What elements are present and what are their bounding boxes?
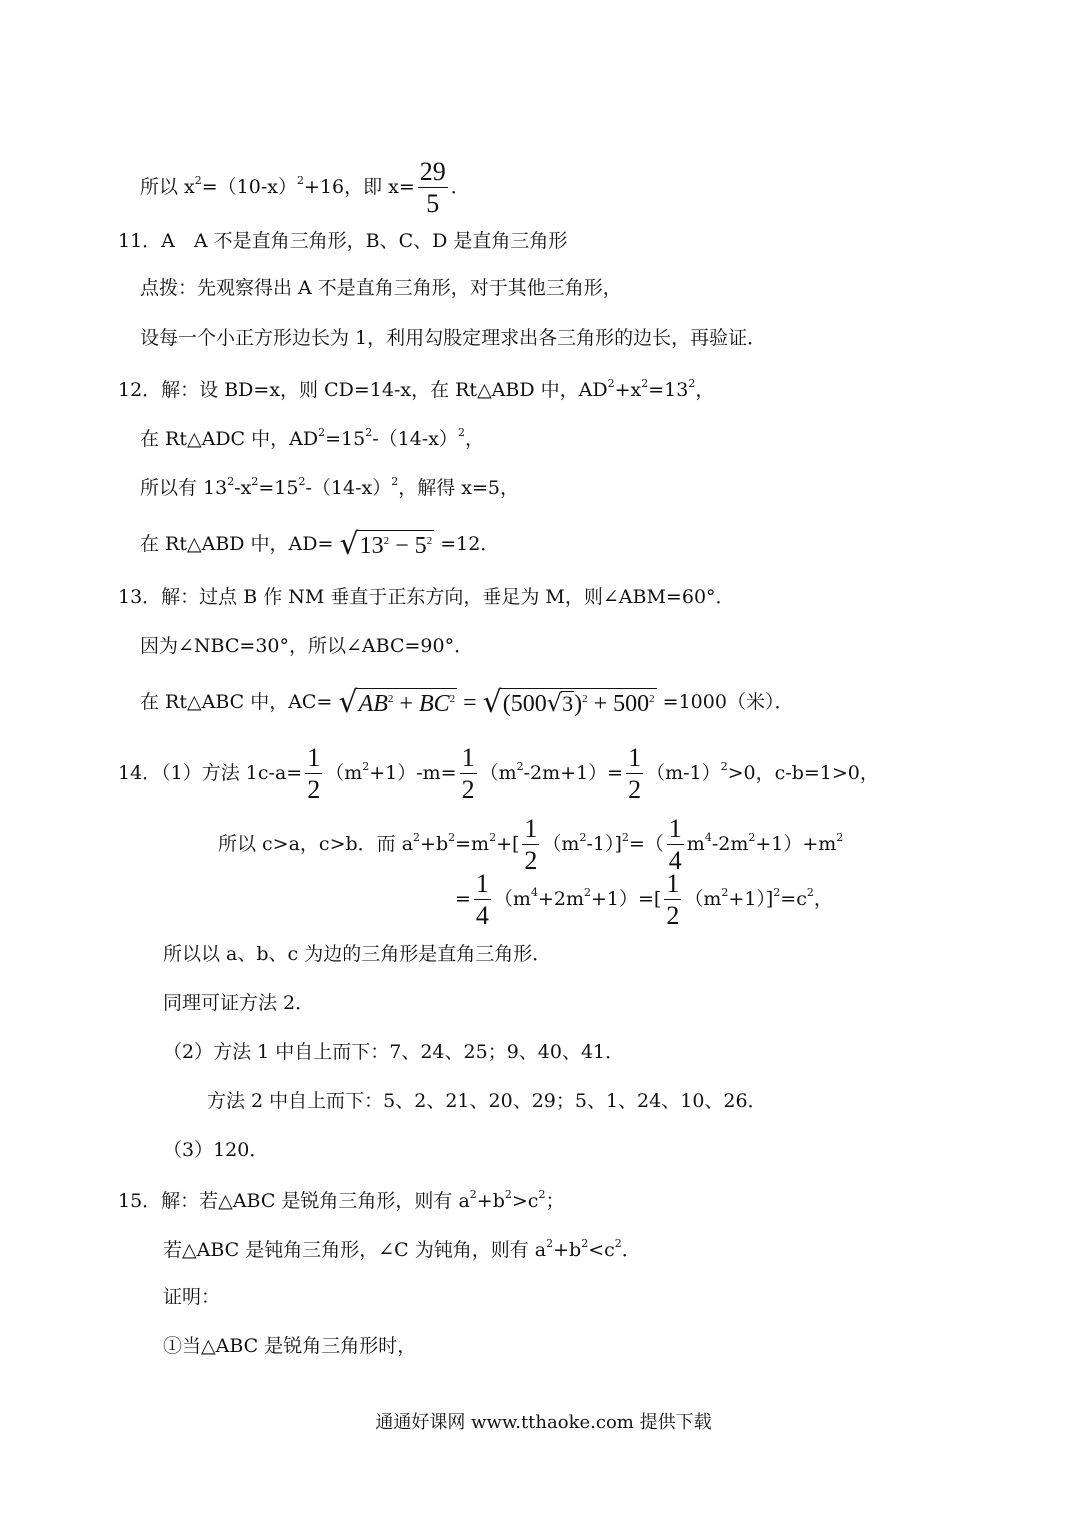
denominator: 5 [426,189,440,219]
answer-14-conclusion: 所以以 a、b、c 为边的三角形是直角三角形． [163,943,552,965]
text: ) [574,691,583,717]
answer-13-result [140,685,794,720]
text: +1）=[ [590,887,662,910]
exp: 2 [227,475,235,488]
text: 12．解：设 BD=x，则 CD=14-x，在 Rt△ABD 中，AD [118,379,608,401]
answer-14-step2 [218,815,843,875]
answer-14-part2-method2: 方法 2 中自上而下：5、2、21、20、29；5、1、24、10、26． [207,1090,767,1112]
exp: 2 [449,693,456,705]
exp: 2 [621,830,629,844]
text: =15 [325,428,366,450]
exp: 2 [579,830,587,844]
denominator: 2 [524,846,538,876]
text: ， [695,379,715,401]
answer-13-step2: 因为∠NBC=30°，所以∠ABC=90°． [140,635,474,657]
text: 若△ABC 是钝角三角形，∠C 为钝角，则有 a [163,1239,547,1261]
denominator: 2 [666,901,680,931]
text: (500 [502,691,547,717]
answer-11-hint-cont: 设每一个小正方形边长为 1，利用勾股定理求出各三角形的边长，再验证． [140,327,767,349]
text: +1）-m= [369,761,457,784]
radicand [357,688,458,718]
answer-14-step3 [455,870,833,930]
answer-14-part2: （2）方法 1 中自上而下：7、24、25；9、40、41． [163,1041,625,1063]
text: m [686,832,705,855]
radicand [501,688,657,718]
text: 所以 x [140,175,195,198]
text: -（14-x） [372,428,458,450]
fraction-29-5 [418,158,448,218]
text: （m [684,887,722,910]
text: -2m [711,832,749,855]
text: （m [493,887,531,910]
numerator: 1 [460,744,477,774]
text: 14．（1）方法 1c-a= [118,761,303,784]
text: + [393,691,419,717]
fraction-half [522,815,539,875]
radical-sign: √ [339,527,359,562]
answer-15 [118,1189,564,1211]
exp: 2 [448,830,456,844]
exp: 2 [318,426,326,439]
sqrt-expression [339,527,434,562]
text: （m [325,761,363,784]
inner-sqrt [547,691,574,716]
exp: 2 [383,535,390,547]
exp: 2 [469,1188,477,1201]
answer-15-case1: ①当△ABC 是锐角三角形时， [163,1335,417,1357]
page-footer: 通通好课网 www.tthaoke.com 提供下载 [375,1412,712,1433]
text: ． [621,1239,641,1261]
text: 在 Rt△ABD 中，AD= [140,533,334,555]
exp: 2 [748,830,756,844]
text: 13 [359,533,384,559]
answer-12-step3 [140,476,519,498]
exp: 2 [362,759,370,773]
text: = [455,887,471,910]
answer-13: 13．解：过点 B 作 NM 垂直于正东方向，垂足为 M，则∠ABM=60°． [118,586,735,608]
exp: 2 [489,830,497,844]
numerator: 1 [626,744,643,774]
text: <c [588,1239,615,1261]
text: >c [511,1190,539,1212]
numerator: 1 [664,870,681,900]
text: +16，即 x= [304,175,415,198]
radicand [358,530,435,560]
text: − 5 [389,533,427,559]
text: +1）] [728,887,774,910]
exp: 2 [614,1237,622,1250]
answer-14-method1 [118,744,879,804]
text: 15．解：若△ABC 是锐角三角形，则有 a [118,1190,470,1212]
text: 在 Rt△ABC 中，AC= [140,691,333,713]
exp: 2 [581,1237,589,1250]
text: +x [614,379,642,401]
exp: 2 [194,173,202,187]
sqrt-numeric [482,685,657,720]
text: ， [813,887,833,910]
numerator: 1 [667,815,684,845]
exp: 2 [413,830,421,844]
numerator: 1 [305,744,322,774]
fraction-half [626,744,643,804]
exp: 2 [251,475,259,488]
exp: 2 [721,885,729,899]
exp: 2 [806,885,814,899]
answer-14-method2: 同理可证方法 2． [163,992,315,1014]
exp: 2 [516,759,524,773]
exp: 2 [297,173,304,187]
text: =1000（米）． [662,691,794,713]
text: =12． [440,533,500,555]
exp: 4 [704,830,712,844]
exp: 2 [720,759,728,773]
text: =（ [628,832,664,855]
text: 所以 c>a，c>b．而 a [218,832,414,855]
exp: 2 [504,1188,512,1201]
exp: 4 [530,885,538,899]
radical-sign: √ [482,685,502,720]
numerator: 1 [522,815,539,845]
text: ，解得 x=5， [398,477,519,499]
text: =13 [648,379,689,401]
text: =15 [258,477,299,499]
text: （m [479,761,517,784]
exp: 2 [298,475,306,488]
text: =（10-x） [201,175,297,198]
exp: 2 [773,885,781,899]
answer-10-conclusion [140,158,470,218]
text: + 500 [587,691,650,717]
radicand: 3 [562,691,574,716]
text: =m [455,832,490,855]
answer-12-step2 [140,427,484,449]
radical-sign: √ [546,689,563,717]
denominator: 4 [475,901,489,931]
exp: 2 [649,693,655,705]
text: ． [450,175,470,198]
text: +[ [496,832,520,855]
denominator: 2 [307,775,321,805]
text: BC [418,691,450,717]
text: 在 Rt△ADC 中，AD [140,428,319,450]
radical-sign: √ [338,685,358,720]
exp: 2 [387,693,394,705]
exp: 2 [391,475,399,488]
text: -x [234,477,252,499]
exp: 2 [583,885,591,899]
fraction-quarter [474,870,491,930]
numerator: 1 [474,870,491,900]
answer-11-hint: 点拨：先观察得出 A 不是直角三角形，对于其他三角形， [140,277,622,299]
text: +b [553,1239,582,1261]
text: +1）+m [755,832,837,855]
text: （m [542,832,580,855]
answer-11: 11．A A 不是直角三角形，B、C、D 是直角三角形 [118,230,568,252]
text: =c [780,887,807,910]
sqrt-ab-bc [338,685,457,720]
exp: 2 [426,535,433,547]
answer-15-obtuse [163,1238,641,1260]
text: +b [420,832,449,855]
answer-15-proof-label: 证明： [163,1286,221,1308]
answer-12-result [140,527,500,562]
fraction-half [460,744,477,804]
exp: 2 [641,377,649,390]
denominator: 2 [461,775,475,805]
text: >0，c-b=1>0， [727,761,879,784]
numerator: 29 [418,158,448,188]
text: -1）] [586,832,622,855]
denominator: 4 [668,846,682,876]
answer-12 [118,378,714,400]
text: ， [464,428,484,450]
exp: 2 [836,830,844,844]
answer-14-part3: （3）120． [163,1139,269,1161]
fraction-half [305,744,322,804]
text: +b [476,1190,505,1212]
exp: 2 [582,693,588,705]
equals: = [457,690,483,716]
text: -2m+1）= [523,761,624,784]
denominator: 2 [628,775,642,805]
text: -（14-x） [305,477,392,499]
exp: 2 [688,377,696,390]
fraction-quarter [667,815,684,875]
text: +2m [537,887,584,910]
exp: 2 [538,1188,546,1201]
text: （m-1） [646,761,721,784]
fraction-half [664,870,681,930]
exp: 2 [457,426,465,439]
text: AB [358,691,388,717]
exp: 2 [365,426,373,439]
exp: 2 [546,1237,554,1250]
text: ； [545,1190,565,1212]
text: 所以有 13 [140,477,228,499]
exp: 2 [607,377,615,390]
